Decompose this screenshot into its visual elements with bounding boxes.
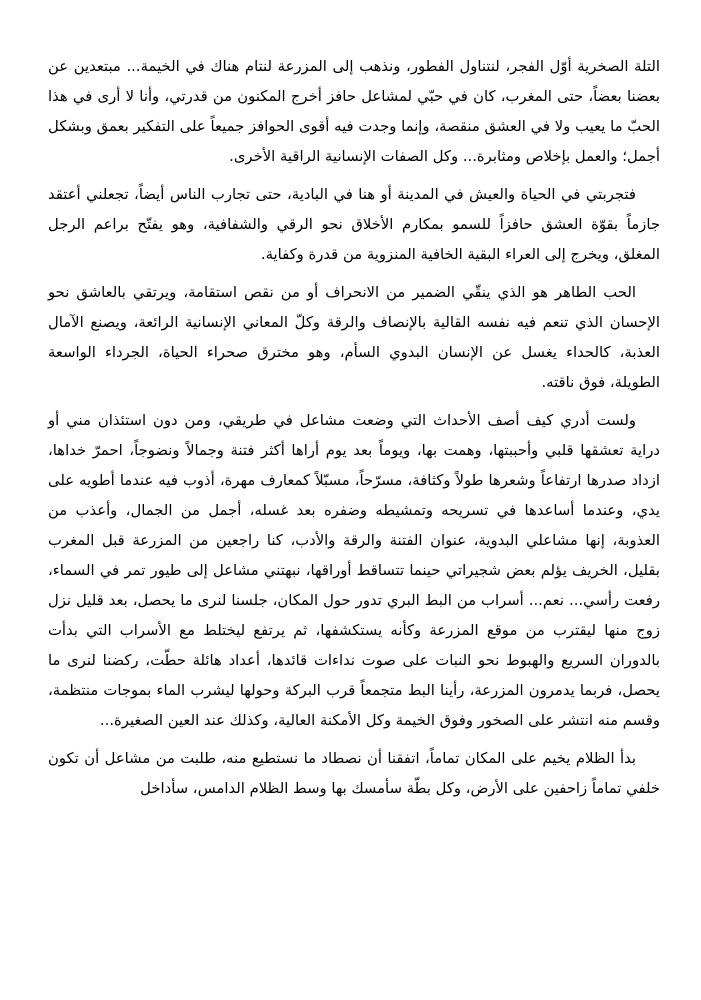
paragraph: بدأ الظلام يخيم على المكان تماماً، اتفقنا أن نصطاد ما نستطيع منه، طلبت من مشاعل أن تكون خلفي تماماً زاحفين على الأرض، وكل بطّة سأمسك بها وسط الظلام الدامس، سأداخل (48, 750, 660, 797)
paragraph: فتجربتي في الحياة والعيش في المدينة أو هنا في البادية، حتى تجارب الناس أيضاً، تجعلني أعتقد جازماً بقوّة العشق حافزاً للسمو بمكارم الأخلاق نحو الرقي والشفافية، وهو يفتّح براعم الرجل المغلق، ويخرج إلى العراء البقية الخافية المنزوية من قدرة وكفاية. (48, 186, 660, 263)
book-page (48, 52, 660, 812)
paragraph: ولست أدري كيف أصف الأحداث التي وضعت مشاعل في طريقي، ومن دون استئذان مني أو دراية تعشقها قلبي وأحببتها، وهمت بها، ويوماً بعد يوم أراها أكثر فتنة وجمالاً ونضوجاً، احمرّ خداها، ازداد صدرها ارتفاعاً وشعرها طولاً وكثافة، مسرّحاً، مسبّلاً كمعارف مهرة، أذوب فيه عندما أطويه على يدي، وعندما أساعدها في تسريحه وتمشيطه وضفره بعد غسله، أجمل من الجمال، وأعذب من العذوبة، إنها مشاعلي البدوية، عنوان الفتنة والرقة والأدب، كنا راجعين من المزرعة قبل المغرب بقليل، الخريف يؤلم بعض شجيراتي حينما تتساقط أوراقها، نبهتني مشاعل إلى طيور تمر في السماء، رفعت رأسي... نعم... أسراب من البط البري تدور حول المكان، جلسنا لنرى ما يحصل، بعد قليل نزل زوج منها ليقترب من موقع المزرعة وكأنه يستكشفها، ثم يرتفع ليختلط مع الأسراب التي بدأت بالدوران السريع والهبوط نحو النبات على صوت نداءات قائدها، أعداد هائلة حطّت، ركضنا لنرى ما يحصل، فربما يدمرون المزرعة، رأينا البط متجمعاً قرب البركة وحولها ليشرب الماء بموجات منتظمة، وقسم منه انتشر على الصخور وفوق الخيمة وكل الأمكنة العالية، وكذلك عند العين الصغيرة... (48, 412, 660, 729)
paragraph: التلة الصخرية أوّل الفجر، لنتناول الفطور، ونذهب إلى المزرعة لنتام هناك في الخيمة... مبتعدين عن بعضنا بعضاً، حتى المغرب، كان في حبّي لمشاعل حافز أخرج المكنون من قدرتي، وأنا لا أرى في هذا الحبّ ما يعيب ولا في العشق منقصة، وإنما وجدت فيه أقوى الحوافز جميعاً على التفكير بعمق وبشكل أجمل؛ والعمل بإخلاص ومثابرة... وكل الصفات الإنسانية الراقية الأخرى. (48, 58, 660, 165)
paragraph: الحب الطاهر هو الذي ينقّي الضمير من الانحراف أو من نقص استقامة، ويرتقي بالعاشق نحو الإحسان الذي تنعم فيه نفسه القالية بالإنصاف والرقة وكلّ المعاني الإنسانية الرائعة، ويصنع الآمال العذبة، كالحداء يغسل عن الإنسان البدوي السأم، وهو مخترق صحراء الحياة، الجرداء الواسعة الطويلة، فوق ناقته. (48, 284, 660, 391)
